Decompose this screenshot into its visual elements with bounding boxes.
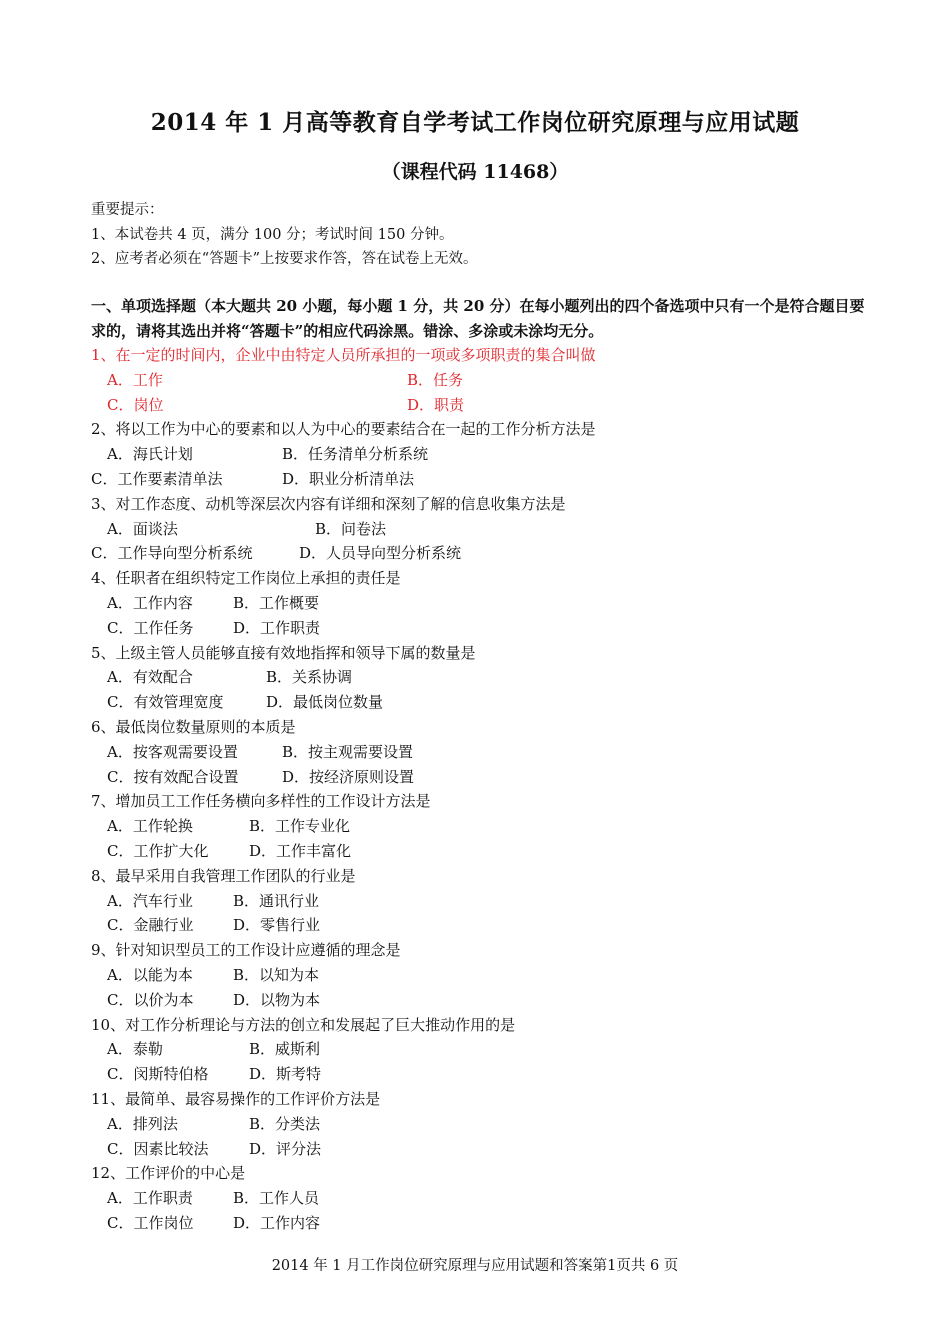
option-row [91, 765, 881, 790]
answer-option: C．因素比较法 [107, 1139, 209, 1158]
answer-option: D．工作内容 [233, 1213, 321, 1232]
answer-option: A．汽车行业 [107, 891, 193, 910]
answer-option: A．工作内容 [107, 593, 193, 612]
option-row [91, 839, 881, 864]
answer-option: A．海氏计划 [107, 445, 193, 464]
course-code: （课程代码 11468） [381, 161, 569, 183]
answer-option: A．工作轮换 [107, 817, 193, 836]
answer-option: B．工作专业化 [249, 817, 351, 836]
answer-option: D．斯考特 [249, 1065, 322, 1084]
section-heading: 一、单项选择题（本大题共 20 小题，每小题 1 分，共 20 分）在每小题列出的四个备选项中只有一个是符合题目要求的，请将其选出并将“答题卡”的相应代码涂黑。错涂、多涂或未涂均无分。 [91, 297, 865, 340]
answer-option: D．职责 [407, 395, 465, 414]
option-row [91, 988, 881, 1013]
answer-option: B．威斯利 [249, 1040, 321, 1059]
answer-option: D．零售行业 [233, 916, 321, 935]
question-stem: 6、最低岗位数量原则的本质是 [91, 717, 296, 736]
answer-option: C．工作任务 [107, 618, 194, 637]
answer-option: B．工作概要 [233, 593, 320, 612]
answer-option: C．岗位 [107, 395, 164, 414]
note-item: 1、本试卷共 4 页，满分 100 分；考试时间 150 分钟。 [91, 226, 454, 243]
answer-option: D．最低岗位数量 [266, 693, 384, 712]
answer-option: C．工作导向型分析系统 [91, 544, 253, 563]
answer-option: B．以知为本 [233, 965, 320, 984]
answer-option: A．泰勒 [107, 1040, 163, 1059]
option-row [91, 1062, 881, 1087]
option-row [91, 591, 881, 616]
option-row [91, 889, 881, 914]
answer-option: D．按经济原则设置 [282, 767, 415, 786]
question-stem: 2、将以工作为中心的要素和以人为中心的要素结合在一起的工作分析方法是 [91, 420, 596, 439]
option-row [91, 1112, 881, 1137]
option-row [91, 740, 881, 765]
answer-option: B．分类法 [249, 1114, 321, 1133]
answer-option: D．工作职责 [233, 618, 321, 637]
question-stem: 4、任职者在组织特定工作岗位上承担的责任是 [91, 569, 401, 588]
option-row [91, 616, 881, 641]
answer-option: A．有效配合 [107, 668, 193, 687]
question-stem: 5、上级主管人员能够直接有效地指挥和领导下属的数量是 [91, 643, 476, 662]
page-title: 2014 年 1 月高等教育自学考试工作岗位研究原理与应用试题 [150, 109, 800, 136]
answer-option: B．关系协调 [266, 668, 353, 687]
question-stem: 9、针对知识型员工的工作设计应遵循的理念是 [91, 941, 401, 960]
answer-option: A．工作职责 [107, 1189, 193, 1208]
answer-option: D．职业分析清单法 [282, 469, 415, 488]
option-row [91, 1211, 881, 1236]
answer-option: C．以价为本 [107, 990, 194, 1009]
answer-option: C．闵斯特伯格 [107, 1065, 209, 1084]
answer-option: C．按有效配合设置 [107, 767, 239, 786]
answer-option: D．评分法 [249, 1139, 322, 1158]
option-row [91, 1137, 881, 1162]
option-row [91, 814, 881, 839]
option-row [91, 963, 881, 988]
answer-option: C．工作扩大化 [107, 841, 209, 860]
question-stem: 11、最简单、最容易操作的工作评价方法是 [91, 1089, 381, 1108]
answer-option: B．任务 [407, 370, 464, 389]
question-stem: 3、对工作态度、动机等深层次内容有详细和深刻了解的信息收集方法是 [91, 494, 566, 513]
note-item: 2、应考者必须在“答题卡”上按要求作答，答在试卷上无效。 [91, 251, 478, 267]
option-row [91, 467, 881, 492]
answer-option: A．工作 [107, 370, 163, 389]
option-row [91, 1186, 881, 1211]
answer-option: D．以物为本 [233, 990, 321, 1009]
answer-option: B．按主观需要设置 [282, 742, 414, 761]
option-row [91, 665, 881, 690]
option-row [91, 393, 881, 418]
question-stem: 1、在一定的时间内，企业中由特定人员所承担的一项或多项职责的集合叫做 [91, 346, 596, 364]
page-footer: 2014 年 1 月工作岗位研究原理与应用试题和答案第1页共 6 页 [271, 1258, 679, 1274]
answer-option: B．任务清单分析系统 [282, 445, 429, 464]
answer-option: B．问卷法 [315, 519, 387, 538]
answer-option: C．金融行业 [107, 916, 194, 935]
question-list [91, 343, 881, 1236]
answer-option: A．面谈法 [107, 519, 178, 538]
option-row [91, 541, 881, 566]
answer-option: C．有效管理宽度 [107, 693, 224, 712]
answer-option: D．人员导向型分析系统 [299, 544, 462, 563]
answer-option: D．工作丰富化 [249, 841, 352, 860]
answer-option: A．排列法 [107, 1114, 178, 1133]
answer-option: C．工作要素清单法 [91, 469, 223, 488]
option-row [91, 690, 881, 715]
question-stem: 8、最早采用自我管理工作团队的行业是 [91, 866, 356, 885]
question-stem: 12、工作评价的中心是 [91, 1164, 246, 1183]
answer-option: B．通讯行业 [233, 891, 320, 910]
option-row [91, 442, 881, 467]
answer-option: C．工作岗位 [107, 1213, 194, 1232]
question-stem: 7、增加员工工作任务横向多样性的工作设计方法是 [91, 792, 431, 811]
important-notes [91, 198, 478, 272]
option-row [91, 368, 881, 393]
option-row [91, 1037, 881, 1062]
question-stem: 10、对工作分析理论与方法的创立和发展起了巨大推动作用的是 [91, 1015, 516, 1034]
answer-option: B．工作人员 [233, 1189, 320, 1208]
notes-heading: 重要提示： [91, 202, 164, 218]
answer-option: A．以能为本 [107, 965, 193, 984]
option-row [91, 913, 881, 938]
answer-option: A．按客观需要设置 [107, 742, 238, 761]
option-row [91, 517, 881, 542]
